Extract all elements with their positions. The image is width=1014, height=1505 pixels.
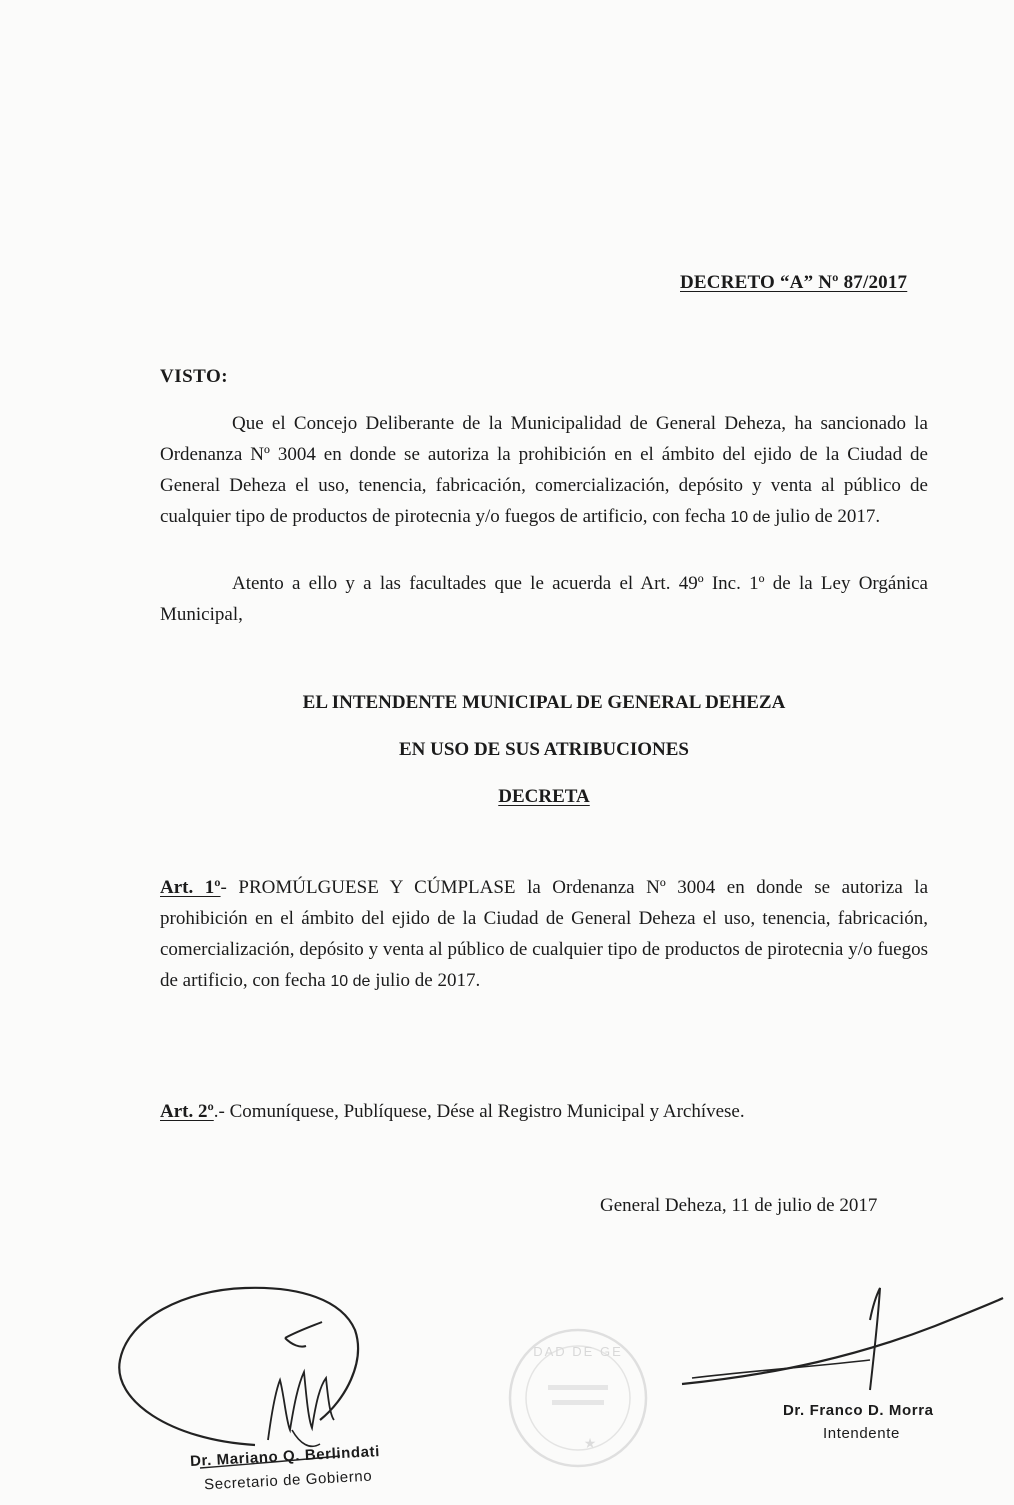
resolution-heading-intendente: EL INTENDENTE MUNICIPAL DE GENERAL DEHEZA (302, 692, 786, 713)
article-1-label: Art. 1º (160, 877, 221, 898)
visto-paragraph-1-date-number: 10 de (730, 509, 771, 526)
visto-paragraph-2: Atento a ello y a las facultades que le acuerda el Art. 49º Inc. 1º de la Ley Orgánica Municipal, (160, 573, 928, 625)
left-signature-scribble-icon (119, 1288, 358, 1445)
article-1-text: - PROMÚLGUESE Y CÚMPLASE la Ordenanza Nº 3004 en donde se autoriza la prohibición en el ámbito del ejido de la Ciudad de General Deheza el uso, tenencia, fabricación, comercialización, depósito y venta al público de cualquier tipo de productos de pirotecnia y/o fuegos de artificio, con fecha (160, 877, 928, 991)
article-2-label: Art. 2º (160, 1101, 214, 1122)
visto-paragraph-1 (160, 408, 928, 533)
visto-paragraph-1-date-end: julio de 2017. (775, 506, 881, 527)
visto-label: VISTO: (160, 366, 229, 387)
article-1-date-number: 10 de (330, 973, 371, 990)
decree-title: DECRETO “A” Nº 87/2017 (680, 272, 908, 293)
svg-text:★: ★ (583, 1437, 597, 1452)
article-2 (160, 1096, 928, 1127)
resolution-heading-decreta: DECRETA (498, 786, 590, 807)
resolution-heading-atribuciones: EN USO DE SUS ATRIBUCIONES (398, 739, 689, 760)
left-signatory-name: Dr. Mariano Q. Berlindati (189, 1443, 381, 1470)
svg-text:DAD DE GE: DAD DE GE (533, 1344, 623, 1359)
visto-paragraph-1-text: Que el Concejo Deliberante de la Municipalidad de General Deheza, ha sancionado la Ordenanza Nº 3004 en donde se autoriza la prohibición en el ámbito del ejido de la Ciudad de General Deheza el uso, tenencia, fabricación, comercialización, depósito y venta al público de cualquier tipo de productos de pirotecnia y/o fuegos de artificio, con fecha (160, 413, 928, 527)
article-1 (160, 872, 928, 997)
article-2-text: .- Comuníquese, Publíquese, Dése al Registro Municipal y Archívese. (213, 1101, 745, 1122)
right-signatory-role: Intendente (823, 1425, 900, 1442)
place-and-date: General Deheza, 11 de julio de 2017 (600, 1195, 878, 1216)
article-1-date-end: julio de 2017. (375, 970, 481, 991)
municipal-stamp-icon (510, 1330, 646, 1466)
right-signatory-name: Dr. Franco D. Morra (783, 1402, 934, 1419)
right-signature-stroke-icon (682, 1298, 1003, 1384)
left-signatory-role: Secretario de Gobierno (203, 1467, 373, 1494)
